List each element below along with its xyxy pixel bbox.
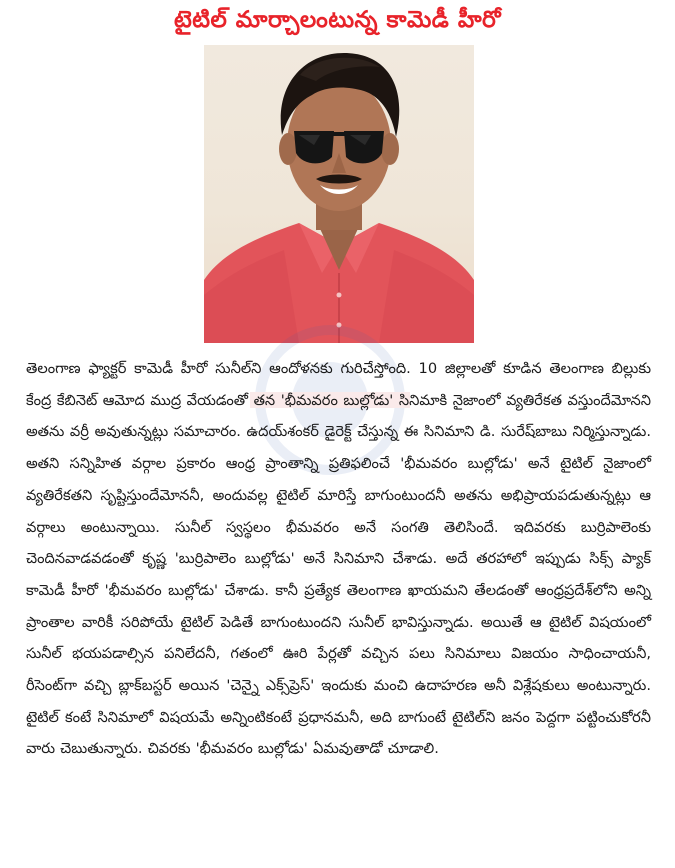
portrait-illustration bbox=[204, 45, 474, 343]
hero-photo bbox=[204, 45, 474, 343]
article-headline: టైటిల్ మార్చాలంటున్న కామెడీ హీరో bbox=[173, 7, 502, 33]
article-body: తెలంగాణ ఫ్యాక్టర్ కామెడీ హీరో సునీల్‌ని ఆందోళనకు గురిచేస్తోంది. 10 జిల్లాలతో కూడిన తెలంగాణ బిల్లుకు కేంద్ర కేబినెట్ ఆమోద ముద్ర వేయడంతో తన 'భీమవరం బుల్లోడు' సినిమాకి నైజాంలో వ్యతిరేకత వస్తుందేమోనని అతను వర్రీ అవుతున్నట్లు సమాచారం. ఉదయ్‌శంకర్ డైరెక్ట్ చేస్తున్న ఈ సినిమాని డి. సురేష్‌బాబు నిర్మిస్తున్నాడు. అతని సన్నిహిత వర్గాల ప్రకారం ఆంధ్ర ప్రాంతాన్ని ప్రతిఫలించే 'భీమవరం బుల్లోడు' అనే టైటిల్ నైజాంలో వ్యతిరేకతని సృష్టిస్తుందేమోననీ, అందువల్ల టైటిల్ మారిస్తే బాగుంటుందనీ అతను అభిప్రాయపడుతున్నట్లు ఆ వర్గాలు అంటున్నాయి. సునీల్ స్వస్థలం భీమవరం అనే సంగతి తెలిసిందే. ఇదివరకు బుర్రిపాలెంకు చెందినవాడవడంతో కృష్ణ 'బుర్రిపాలెం బుల్లోడు' అనే సినిమాని చేశాడు. అదే తరహాలో ఇప్పుడు సిక్స్ ప్యాక్ కామెడీ హీరో 'భీమవరం బుల్లోడు' చేశాడు. కానీ ప్రత్యేక తెలంగాణ ఖాయమని తేలడంతో ఆంధ్రప్రదేశ్‌లోని అన్ని ప్రాంతాల వారికీ సరిపోయే టైటిల్ పెడితే బాగుంటుందని సునీల్ భావిస్తున్నాడు. అయితే ఆ టైటిల్ విషయంలో సునీల్ భయపడాల్సిన పనిలేదనీ, గతంలో ఊరి పేర్లతో వచ్చిన పలు సినిమాలు విజయం సాధించాయనీ, రీసెంట్‌గా వచ్చి బ్లాక్‌బస్టర్ అయిన 'చెన్నై ఎక్స్‌ప్రెస్' ఇందుకు మంచి ఉదాహరణ అనీ విశ్లేషకులు అంటున్నారు. టైటిల్ కంటే సినిమాలో విషయమే అన్నింటికంటే ప్రధానమనీ, అది బాగుంటే టైటిల్‌ని జనం పెద్దగా పట్టించుకోరనీ వారు చెబుతున్నారు. చివరకు 'భీమవరం బుల్లోడు' ఏమవుతాడో చూడాలి. bbox=[26, 360, 651, 758]
